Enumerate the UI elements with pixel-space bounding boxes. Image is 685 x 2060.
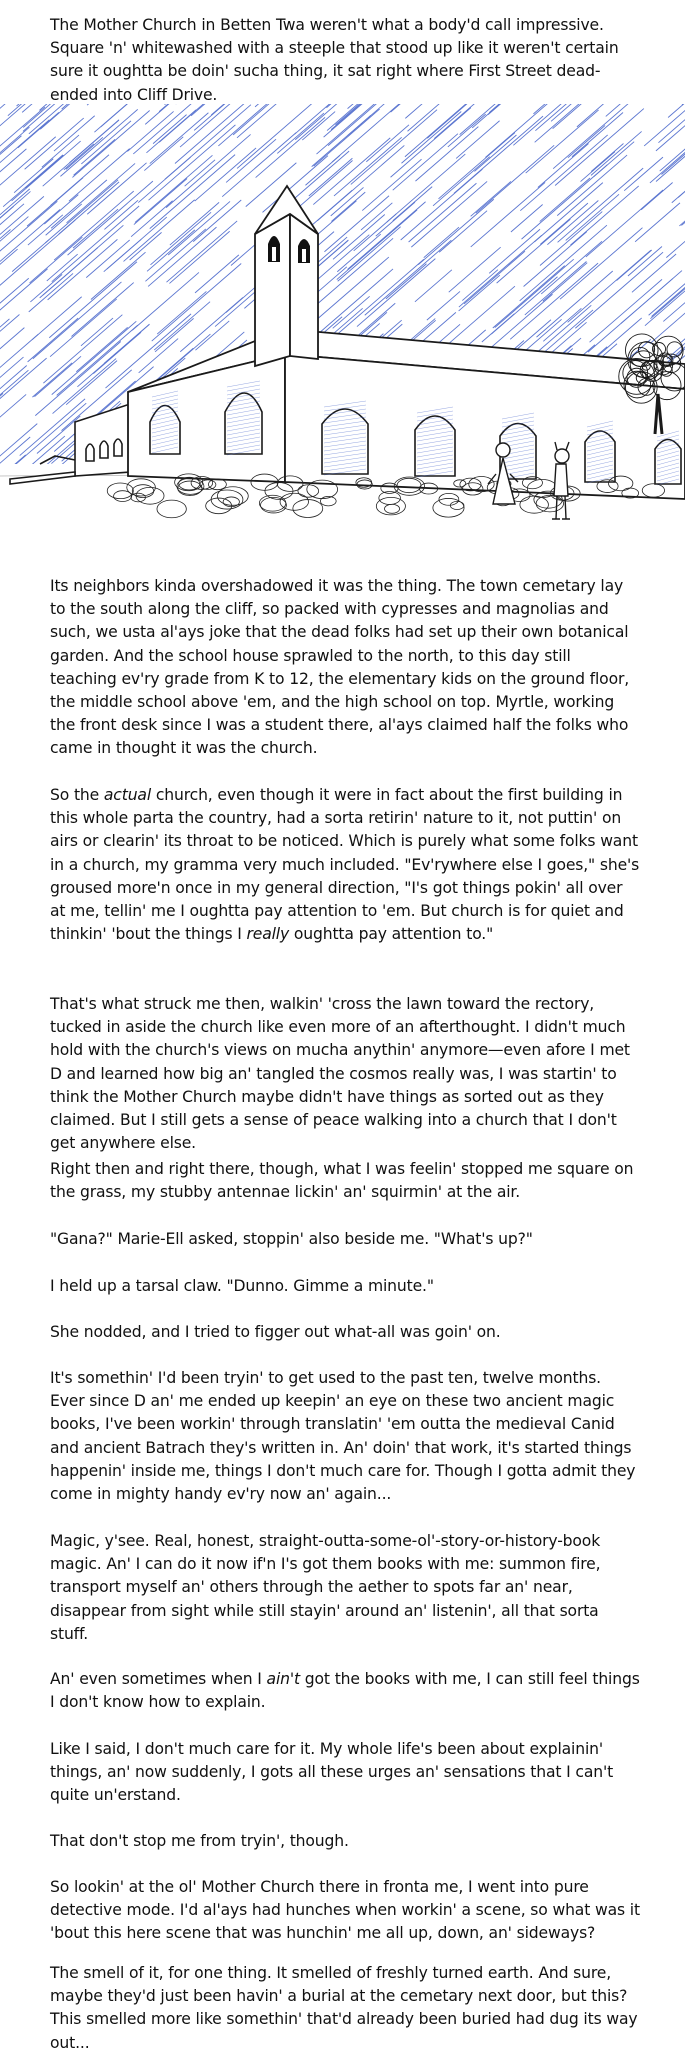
- paragraph: The Mother Church in Betten Twa weren't what a body'd call impressive. Square 'n' whitewashed with a steeple that stood up like it weren't certain sure it oughtta be doin' sucha thing, it sat right where First Street dead-ended into Cliff Drive.: [50, 16, 619, 104]
- paragraph: That don't stop me from tryin', though.: [50, 1832, 349, 1850]
- paragraph: "Gana?" Marie-Ell asked, stoppin' also beside me. "What's up?": [50, 1230, 533, 1248]
- paragraph: Right then and right there, though, what I was feelin' stopped me square on the grass, my stubby antennae lickin' an' squirmin' at the air.: [50, 1160, 634, 1202]
- paragraph: Its neighbors kinda overshadowed it was the thing. The town cemetary lay to the south along the cliff, so packed with cypresses and magnolias and such, we usta al'ays joke that the dead folks had set up their own botanical garden. And the school house sprawled to the north, to this day still teaching ev'ry grade from K to 12, the elementary kids on the ground floor, the middle school above 'em, and the high school on top. Myrtle, working the front desk since I was a student there, al'ays claimed half the folks who came in thought it was the church.: [50, 577, 630, 758]
- paragraph: So the actual church, even though it were in fact about the first building in this whole parta the country, had a sorta retirin' nature to it, not puttin' on airs or clearin' its throat to be noticed. Which is purely what some folks want in a church, my gramma very much included. "Ev'rywhere else I goes," she's groused more'n once in my general direction, "I's got things pokin' all over at me, tellin' me I oughtta pay attention to 'em. But church is for quiet and thinkin' 'bout the things I really oughtta pay attention to.": [50, 786, 640, 944]
- paragraph: So lookin' at the ol' Mother Church there in fronta me, I went into pure detective mode. I'd al'ays had hunches when workin' a scene, so what was it 'bout this here scene that was hunchin' me all up, down, an' sideways?: [50, 1878, 640, 1943]
- paragraph: She nodded, and I tried to figger out what-all was goin' on.: [50, 1323, 501, 1341]
- paragraph: It's somethin' I'd been tryin' to get used to the past ten, twelve months. Ever since D an' me ended up keepin' an eye on these two ancient magic books, I've been workin' through translatin' 'em outta the medieval Canid and ancient Batrach they's written in. An' doin' that work, it's started things happenin' inside me, things I don't much care for. Though I gotta admit they come in mighty handy ev'ry now an' again...: [50, 1369, 636, 1504]
- paragraph: That's what struck me then, walkin' 'cross the lawn toward the rectory, tucked in aside the church like even more of an afterthought. I didn't much hold with the church's views on mucha anythin' anymore—even afore I met D and learned how big an' tangled the cosmos really was, I was startin' to think the Mother Church maybe didn't have things as sorted out as they claimed. But I still gets a sense of peace walking into a church that I don't get anywhere else.: [50, 995, 630, 1153]
- church-illustration: [0, 104, 685, 564]
- paragraph: The smell of it, for one thing. It smelled of freshly turned earth. And sure, maybe they'd just been havin' a burial at the cemetary next door, but this? This smelled more like somethin' that'd already been buried had dug its way out...: [50, 1964, 638, 2052]
- paragraph: Like I said, I don't much care for it. My whole life's been about explainin' things, an' now suddenly, I gots all these urges an' sensations that I can't quite un'erstand.: [50, 1740, 614, 1805]
- paragraph: I held up a tarsal claw. "Dunno. Gimme a minute.": [50, 1277, 434, 1295]
- paragraph: Magic, y'see. Real, honest, straight-outta-some-ol'-story-or-history-book magic. An' I can do it now if'n I's got them books with me: summon fire, transport myself an' others through the aether to spots far an' near, disappear from sight while still stayin' around an' listenin', all that sorta stuff.: [50, 1532, 601, 1643]
- paragraph: An' even sometimes when I ain't got the books with me, I can still feel things I don't know how to explain.: [50, 1670, 640, 1712]
